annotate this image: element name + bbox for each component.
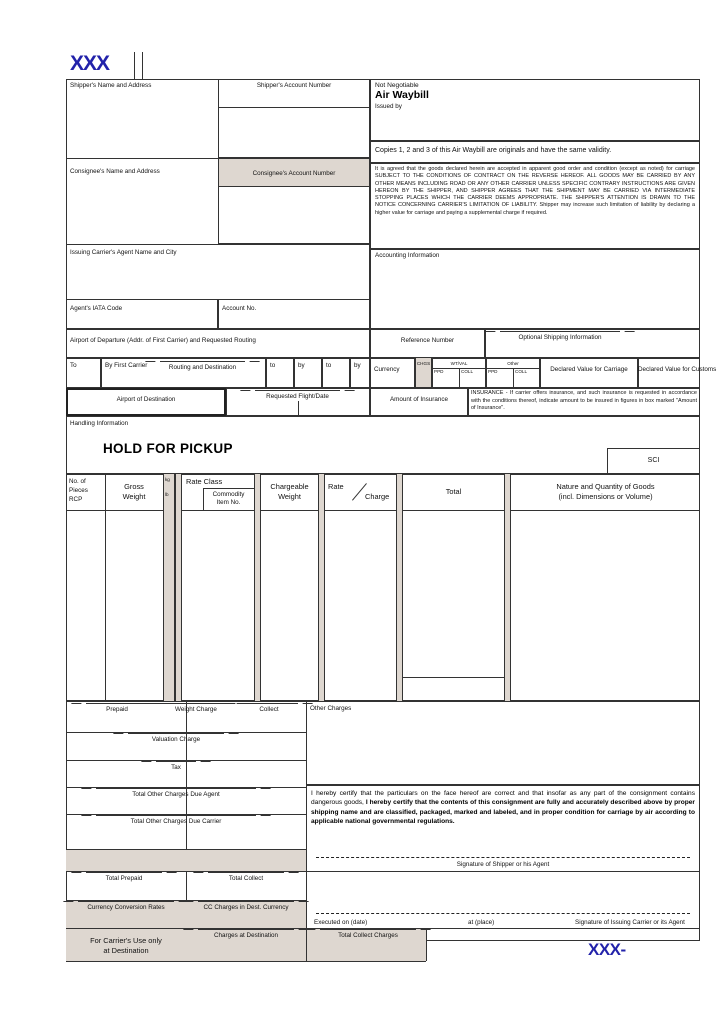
signature-shipper-label: Signature of Shipper or his Agent (456, 861, 550, 868)
logo-tick-2 (142, 52, 143, 80)
wtval-coll-label[interactable]: COLL (461, 369, 474, 374)
amount-of-insurance-label: Amount of Insurance (389, 396, 449, 403)
certification-top-divider (306, 785, 700, 786)
col-chargeable-line2: Weight (278, 492, 301, 501)
col-gross-line2: Weight (122, 492, 146, 501)
flight-date-divider (298, 401, 299, 416)
other-charges-label: Other Charges (310, 705, 352, 712)
goods-table (66, 474, 700, 701)
total-other-due-agent-label: Total Other Charges Due Agent (132, 791, 220, 798)
total-prepaid-flag (86, 872, 162, 884)
total-collect-charges-flag (320, 929, 416, 941)
currency-conversion-flag (78, 901, 174, 913)
total-prepaid-label: Total Prepaid (105, 875, 143, 882)
handling-information-label: Handling Information (70, 420, 129, 427)
col-gross-line1: Gross (124, 482, 144, 491)
charges-at-destination-label: Charges at Destination (213, 932, 279, 939)
total-other-due-carrier-label: Total Other Charges Due Carrier (130, 818, 222, 825)
routing-by2-label: by (298, 362, 305, 369)
total-other-due-carrier-flag (96, 815, 256, 827)
shipper-account-number-value[interactable] (218, 108, 370, 158)
not-negotiable-label: Not Negotiable (375, 82, 419, 89)
agent-account-no-label: Account No. (222, 305, 257, 312)
carrier-logo: XXX (70, 52, 110, 75)
valuation-charge-flag (128, 733, 224, 745)
executed-on-label[interactable]: Executed on (date) (314, 919, 368, 926)
total-collect-charges-label: Total Collect Charges (338, 932, 398, 939)
valuation-charge-label: Valuation Charge (151, 736, 201, 743)
tax-flag (156, 761, 196, 773)
shipper-name-address-label: Shipper's Name and Address (70, 82, 152, 89)
cc-charges-dest-flag (198, 901, 294, 913)
accounting-information-label: Accounting Information (375, 252, 440, 259)
collect-label: Collect (259, 706, 279, 713)
col-pieces-line3: RCP (69, 496, 83, 503)
spacer-after-rateclass (254, 474, 261, 701)
agent-name-city-label: Issuing Carrier's Agent Name and City (70, 249, 177, 256)
signature-carrier-label[interactable]: Signature of Issuing Carrier or its Agent (575, 919, 685, 926)
kg-label: kg (165, 477, 170, 482)
certification-text (311, 789, 695, 827)
optional-shipping-label: Optional Shipping Information (518, 334, 602, 341)
total-collect-label: Total Collect (228, 875, 264, 882)
other-ppd-label[interactable]: PPD (488, 369, 498, 374)
shipper-signature-line (316, 857, 690, 858)
col-total-label: Total (445, 487, 462, 496)
prepaid-label: Prepaid (106, 706, 128, 713)
awb-title: Air Waybill (375, 89, 429, 101)
routing-destination-label-flag (160, 361, 245, 373)
bottom-left-closing (66, 961, 426, 962)
col-kglb[interactable] (163, 474, 175, 701)
wtval-label: WT/VAL (450, 361, 468, 366)
sci-label: SCI (647, 457, 660, 464)
routing-to2-label: to (270, 362, 276, 369)
col-nature-line2: (incl. Dimensions or Volume) (558, 492, 653, 501)
tax-label: Tax (171, 764, 181, 771)
total-subtotal-divider (403, 677, 504, 678)
certification-text-part1: I hereby certify that the particulars on the face hereof are correct and that insofar as any part of the consignment contains dangerous goods, (311, 790, 695, 807)
shipper-name-address-field[interactable] (66, 79, 218, 158)
col-div-pieces (105, 474, 106, 701)
currency-label: Currency (374, 366, 400, 373)
total-other-due-agent-flag (96, 788, 256, 800)
shipper-account-number-label: Shipper's Account Number (256, 82, 332, 89)
accounting-information-field[interactable] (370, 249, 700, 329)
spacer-after-rate (396, 474, 403, 701)
routing-destination-label: Routing and Destination (168, 364, 237, 371)
certification-text-bold: I hereby certify that the contents of this consignment are fully and accurately described above by proper shipping name and are classified, packaged, marked and labeled, and in proper condition for carriage by air according to applicable national governmental regulations. (311, 799, 695, 826)
col-rate-label: Rate (328, 482, 344, 491)
other-coll-label[interactable]: COLL (515, 369, 528, 374)
col-pieces-line1: No. of (69, 478, 86, 485)
lb-label: lb (165, 492, 169, 497)
insurance-note-text: INSURANCE - If carrier offers insurance, and such insurance is requested in accordance with the conditions thereof, indicate amount to be insured in figures in box marked "Amount of Insurance". (471, 390, 697, 412)
spacer-after-chargeable (318, 474, 325, 701)
routing-by-first-carrier-label: By First Carrier (105, 362, 148, 369)
shaded-band-right (186, 849, 306, 871)
bottom-left-edge (426, 928, 427, 961)
weight-charge-label: Weight Charge (175, 706, 217, 713)
copies-note: Copies 1, 2 and 3 of this Air Waybill are originals and have the same validity. (375, 147, 612, 154)
col-pieces-line2: Pieces (69, 487, 88, 494)
other-charges-field[interactable] (306, 701, 700, 785)
shaded-band-left (66, 849, 186, 871)
other-label: Other (507, 361, 519, 366)
consignee-account-number-label: Consignee's Account Number (252, 170, 336, 177)
certification-bottom-line (306, 928, 700, 929)
declared-value-carriage-label: Declared Value for Carriage (550, 366, 628, 373)
col-commodity-line2: Item No. (216, 499, 241, 506)
col-rateclass-label: Rate Class (186, 477, 223, 486)
logo-tick-1 (134, 52, 135, 80)
issued-by-label: Issued by (375, 103, 402, 110)
routing-by3-label: by (354, 362, 361, 369)
carrier-use-only-label: For Carrier's Use only (90, 936, 162, 945)
execution-signature-line (316, 913, 690, 914)
at-place-label[interactable]: at (place) (468, 919, 495, 926)
execution-row-divider (306, 871, 700, 872)
col-chargeable-line1: Chargeable (270, 482, 309, 491)
requested-flight-date-label: Requested Flight/Date (266, 393, 329, 400)
other-mid-divider (513, 368, 514, 388)
col-nature-line1: Nature and Quantity of Goods (556, 482, 655, 491)
carrier-use-only-box (66, 929, 186, 961)
agent-iata-code-label: Agent's IATA Code (70, 305, 123, 312)
weight-charge-collect-value[interactable] (186, 714, 306, 732)
airport-departure-label: Airport of Departure (Addr. of First Carrier) and Requested Routing (70, 337, 256, 344)
total-collect-flag (208, 872, 284, 884)
handling-information-value: HOLD FOR PICKUP (103, 441, 233, 456)
consignee-name-address-label: Consignee's Name and Address (70, 168, 160, 175)
weight-charge-prepaid-value[interactable] (66, 714, 186, 732)
airport-destination-label: Airport of Destination (116, 396, 176, 403)
routing-to-label: To (70, 362, 77, 369)
conditions-of-contract-text: It is agreed that the goods declared herein are accepted in apparent good order and condition (except as noted) for carriage SUBJECT TO THE CONDITIONS OF CONTRACT ON THE REVERSE HEREOF. ALL GOODS MAY BE CARRIED BY ANY OTHER MEANS INCLUDING ROAD OR ANY OTHER CARRIER UNLESS SPECIFIC CONTRARY INSTRUCTIONS ARE GIVEN HEREON BY THE SHIPPER, AND SHIPPER AGREES THAT THE SHIPMENT MAY BE CARRIED VIA INTERMEDIATE STOPPING PLACES WHICH THE CARRIER DEEMS APPROPRIATE. THE SHIPPER'S ATTENTION IS DRAWN TO THE NOTICE CONCERNING CARRIER'S LIMITATION OF LIABILITY. Shipper may increase such limitation of liability by declaring a higher value for carriage and paying a supplemental charge if required. (375, 166, 695, 216)
currency-conversion-label: Currency Conversion Rates (87, 904, 165, 911)
wtval-mid-divider (459, 368, 460, 388)
charges-at-destination-flag (198, 929, 294, 941)
wtval-ppd-label[interactable]: PPD (434, 369, 444, 374)
col-charge-label: Charge (365, 492, 390, 501)
chgs-code-label: CHGS (416, 361, 431, 366)
at-destination-label: at Destination (103, 946, 149, 955)
spacer-after-total (504, 474, 511, 701)
consignee-account-number-value[interactable] (218, 187, 370, 244)
reference-number-label: Reference Number (400, 337, 455, 344)
col-commodity-line1: Commodity (212, 491, 245, 498)
spacer-after-kglb (175, 474, 182, 701)
cc-charges-dest-label: CC Charges in Dest. Currency (203, 904, 289, 911)
routing-to3-label: to (326, 362, 332, 369)
goods-table-header-divider (66, 510, 700, 511)
optional-shipping-label-flag (500, 331, 620, 343)
bottom-awb-code: XXX- (588, 940, 626, 959)
declared-value-customs-label: Declared Value for Customs (638, 366, 717, 373)
